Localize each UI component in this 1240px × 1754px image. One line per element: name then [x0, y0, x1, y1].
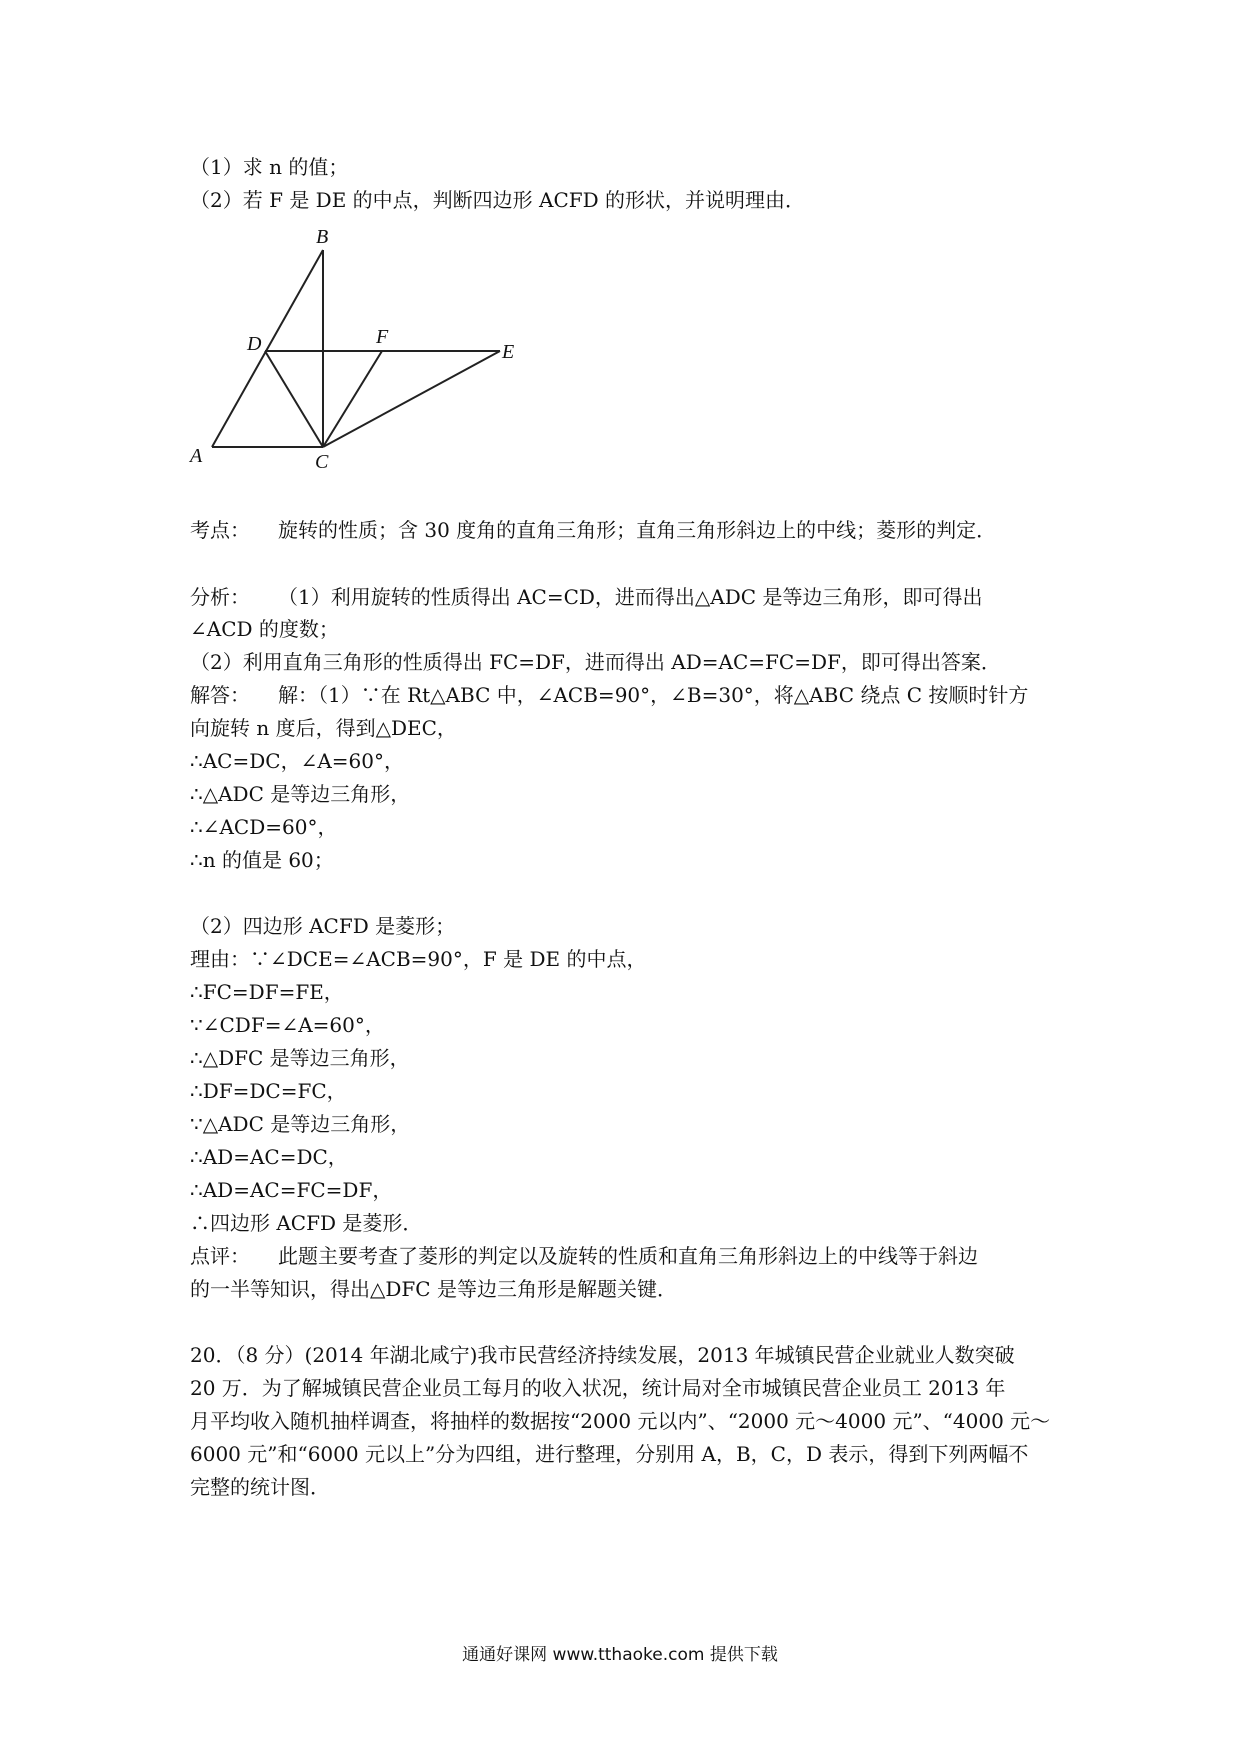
geometry-figure [185, 215, 525, 475]
dianping-line-2: 的一半等知识，得出△DFC 是等边三角形是解题关键． [190, 1277, 677, 1301]
step1-line-2: ∴△ADC 是等边三角形， [190, 782, 411, 806]
segment-AB [212, 250, 323, 447]
problem20-line-2: 20 万．为了解城镇民营企业员工每月的收入状况，统计局对全市城镇民营企业员工 2013 年 [190, 1376, 1006, 1400]
dianping-text-1: 此题主要考查了菱形的判定以及旋转的性质和直角三角形斜边上的中线等于斜边 [278, 1244, 978, 1268]
page-footer: 通通好课网 www.tthaoke.com 提供下载 [462, 1645, 778, 1665]
step2-line-9: ∴AD=AC=FC=DF， [190, 1178, 393, 1202]
fenxi-line-3: （2）利用直角三角形的性质得出 FC=DF，进而得出 AD=AC=FC=DF，即可得出答案． [190, 650, 1001, 674]
kaodian-text: 旋转的性质；含 30 度角的直角三角形；直角三角形斜边上的中线；菱形的判定． [278, 518, 997, 542]
step2-line-3: ∴FC=DF=FE， [190, 980, 344, 1004]
segment-DC [265, 351, 323, 447]
point-label-A: A [190, 445, 203, 467]
step1-line-4: ∴n 的值是 60； [190, 848, 334, 872]
point-label-F: F [376, 326, 389, 348]
kaodian-label: 考点： [190, 518, 250, 542]
problem20-line-5: 完整的统计图． [190, 1475, 330, 1499]
jieda-line-2: 向旋转 n 度后，得到△DEC， [190, 716, 457, 740]
step2-line-1: （2）四边形 ACFD 是菱形； [190, 914, 456, 938]
point-label-E: E [502, 341, 515, 363]
fenxi-text-1: （1）利用旋转的性质得出 AC=CD，进而得出△ADC 是等边三角形，即可得出 [278, 585, 983, 609]
step2-line-4: ∵∠CDF=∠A=60°， [190, 1013, 385, 1037]
fenxi-line-2: ∠ACD 的度数； [190, 617, 339, 641]
point-label-C: C [315, 451, 329, 473]
segment-FC [323, 351, 382, 447]
segment-EC [323, 351, 500, 447]
question-line-2: （2）若 F 是 DE 的中点，判断四边形 ACFD 的形状，并说明理由． [190, 188, 806, 212]
step1-line-3: ∴∠ACD=60°， [190, 815, 338, 839]
step2-line-10: ∴四边形 ACFD 是菱形． [190, 1211, 423, 1235]
problem20-line-4: 6000 元”和“6000 元以上”分为四组，进行整理，分别用 A，B，C，D 表示，得到下列两幅不 [190, 1442, 1029, 1466]
kaodian-line [190, 517, 996, 543]
point-label-D: D [247, 333, 262, 355]
step2-line-5: ∴△DFC 是等边三角形， [190, 1046, 410, 1070]
step2-line-2: 理由：∵∠DCE=∠ACB=90°，F 是 DE 的中点， [190, 947, 647, 971]
jieda-label: 解答： [190, 683, 250, 707]
question-line-1: （1）求 n 的值； [190, 155, 349, 179]
step1-line-1: ∴AC=DC，∠A=60°， [190, 749, 404, 773]
jieda-line-1 [190, 682, 1028, 708]
step2-line-7: ∵△ADC 是等边三角形， [190, 1112, 411, 1136]
jieda-text-1: 解：（1）∵在 Rt△ABC 中，∠ACB=90°，∠B=30°，将△ABC 绕点 C 按顺时针方 [278, 683, 1029, 707]
step2-line-6: ∴DF=DC=FC， [190, 1079, 347, 1103]
problem20-line-1: 20．（8 分）(2014 年湖北咸宁)我市民营经济持续发展，2013 年城镇民营企业就业人数突破 [190, 1343, 1015, 1367]
dianping-line-1 [190, 1243, 978, 1269]
fenxi-label: 分析： [190, 585, 250, 609]
problem20-line-3: 月平均收入随机抽样调查，将抽样的数据按“2000 元以内”、“2000 元～4000 元”、“4000 元～ [190, 1409, 1051, 1433]
step2-line-8: ∴AD=AC=DC， [190, 1145, 348, 1169]
dianping-label: 点评： [190, 1244, 250, 1268]
point-label-B: B [316, 226, 329, 248]
fenxi-line-1 [190, 584, 982, 610]
